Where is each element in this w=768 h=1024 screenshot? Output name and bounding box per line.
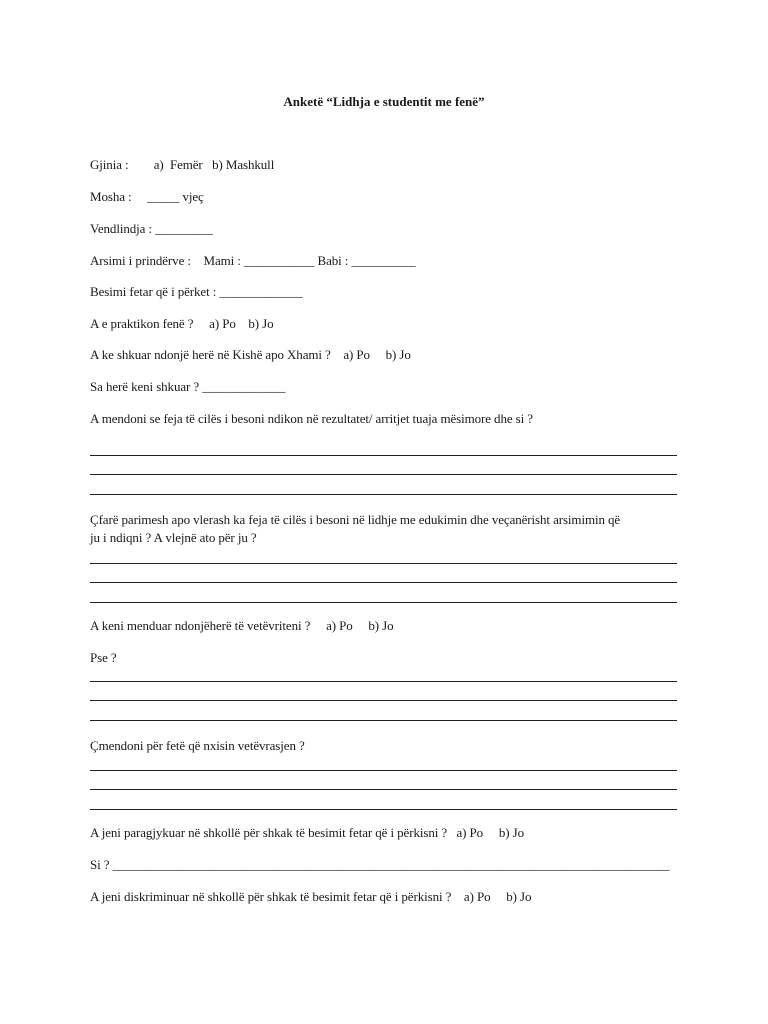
answer-line (90, 720, 677, 721)
question-prejudice: A jeni paragjykuar në shkollë për shkak të besimit fetar që i përkisni ? a) Po b) Jo (90, 825, 524, 840)
answer-line (90, 455, 677, 456)
answer-line (90, 582, 677, 583)
answer-line (90, 809, 677, 810)
answer-line (90, 563, 677, 564)
question-opinion: Çmendoni për fetë që nxisin vetëvrasjen ? (90, 738, 305, 753)
question-influence: A mendoni se feja të cilës i besoni ndikon në rezultatet/ arritjet tuaja mësimore dhe si ? (90, 411, 533, 426)
answer-line (90, 602, 677, 603)
question-values-line2: ju i ndiqni ? A vlejnë ato për ju ? (90, 530, 257, 545)
answer-line (90, 681, 677, 682)
answer-line (90, 770, 677, 771)
answer-line (90, 789, 677, 790)
question-values-line1: Çfarë parimesh apo vlerash ka feja të cilës i besoni në lidhje me edukimin dhe veçanërisht arsimimin që (90, 512, 621, 527)
question-how: Si ? _______________________________________________________________________________________ (90, 857, 670, 872)
gender-field: Gjinia : a) Femër b) Mashkull (90, 157, 275, 172)
answer-line (90, 474, 677, 475)
parents-education-field: Arsimi i prindërve : Mami : ___________ Babi : __________ (90, 253, 416, 268)
answer-line (90, 700, 677, 701)
question-why: Pse ? (90, 650, 117, 665)
religion-field: Besimi fetar që i përket : _____________ (90, 284, 303, 299)
answer-line (90, 494, 677, 495)
visit-count-field: Sa herë keni shkuar ? _____________ (90, 379, 286, 394)
practice-question: A e praktikon fenë ? a) Po b) Jo (90, 316, 274, 331)
question-discrimination: A jeni diskriminuar në shkollë për shkak të besimit fetar që i përkisni ? a) Po b) Jo (90, 889, 532, 904)
visited-question: A ke shkuar ndonjë herë në Kishë apo Xhami ? a) Po b) Jo (90, 347, 411, 362)
survey-title: Anketë “Lidhja e studentit me fenë” (283, 94, 485, 109)
age-field: Mosha : _____ vjeç (90, 189, 204, 204)
question-suicide: A keni menduar ndonjëherë të vetëvriteni ? a) Po b) Jo (90, 618, 394, 633)
birthplace-field: Vendlindja : _________ (90, 221, 213, 236)
